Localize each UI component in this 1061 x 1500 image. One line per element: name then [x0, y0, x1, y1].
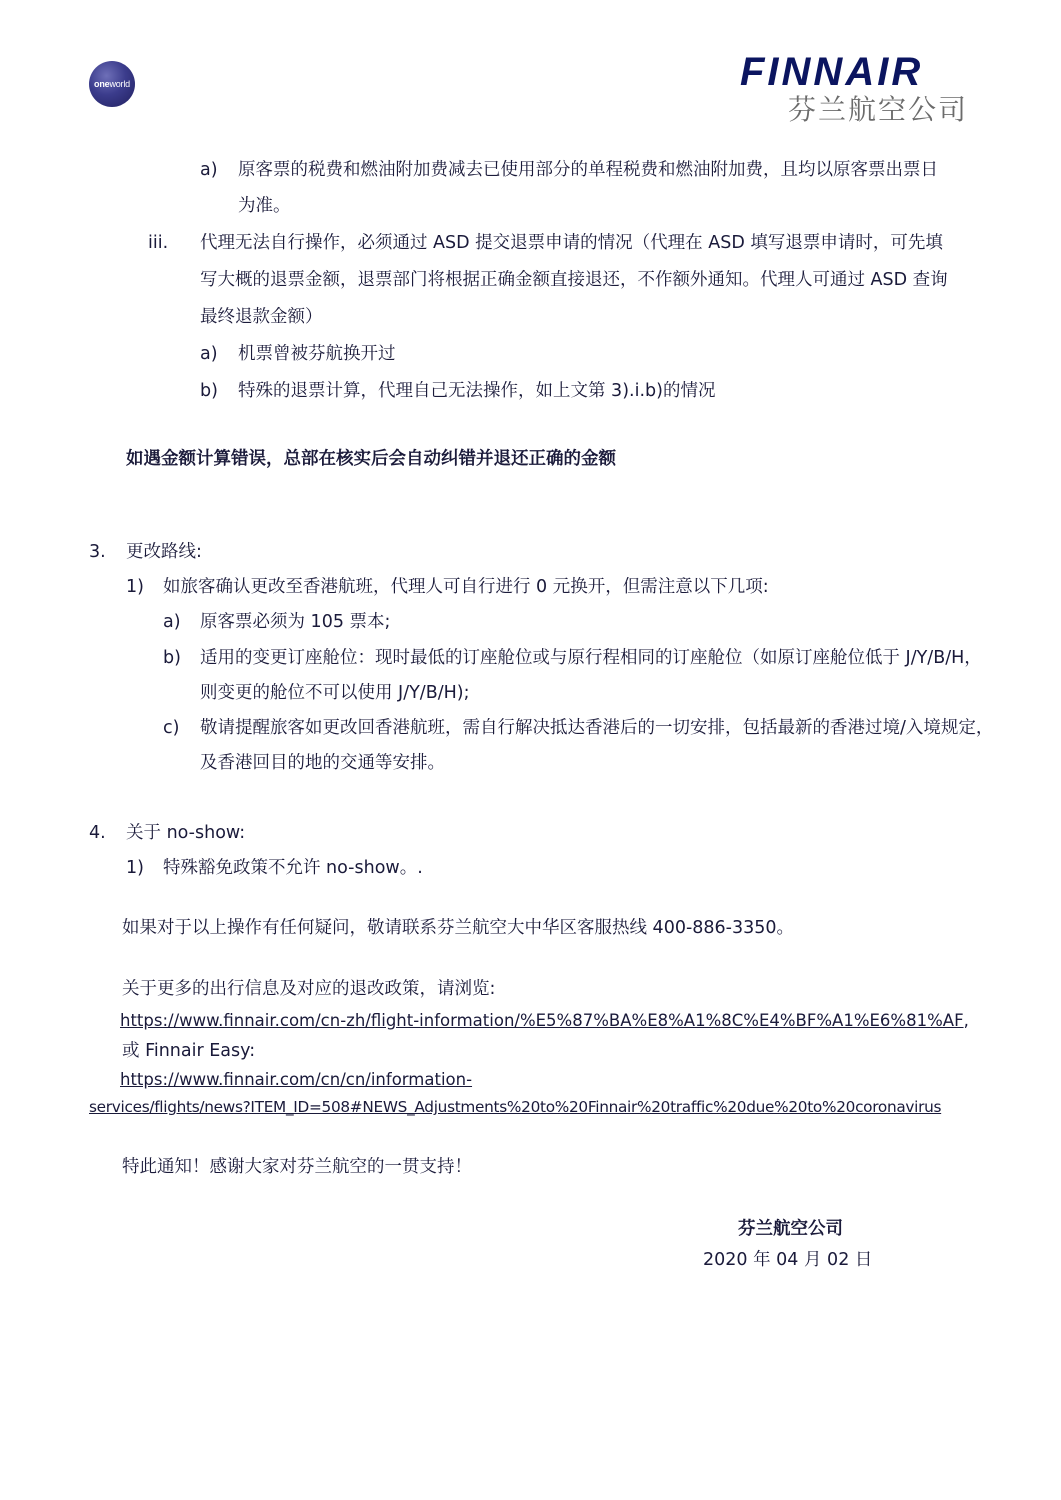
section3-item1-marker: 1) — [126, 577, 144, 597]
section4-number: 4. — [89, 823, 106, 843]
refund-iii-a-text: 机票曾被芬航换开过 — [238, 344, 396, 364]
refund-iii-line2: 写大概的退票金额，退票部门将根据正确金额直接退还，不作额外通知。代理人可通过 ASD 查询 — [200, 270, 948, 290]
refund-a-marker: a) — [200, 160, 218, 180]
refund-iii-marker: iii. — [148, 233, 169, 253]
section3-a-text: 原客票必须为 105 票本; — [200, 612, 391, 632]
contact-text: 如果对于以上操作有任何疑问，敬请联系芬兰航空大中华区客服热线 400-886-3350。 — [122, 918, 795, 938]
section3-a-marker: a) — [163, 612, 181, 632]
finnair-news-link-part2[interactable]: services/flights/news?ITEM_ID=508#NEWS_Adjustments%20to%20Finnair%20traffic%20due%20to%20coronavirus — [89, 1098, 942, 1116]
link2-row-1 — [120, 1067, 472, 1093]
refund-iii-b-text: 特殊的退票计算，代理自己无法操作，如上文第 3).i.b)的情况 — [238, 381, 716, 401]
refund-note: 如遇金额计算错误，总部在核实后会自动纠错并退还正确的金额 — [126, 449, 616, 469]
finnair-logo: FINNAIR — [740, 50, 924, 94]
more-info-intro: 关于更多的出行信息及对应的退改政策，请浏览: — [122, 979, 496, 999]
closing-text: 特此通知！感谢大家对芬兰航空的一贯支持！ — [122, 1157, 472, 1177]
refund-iii-b-marker: b) — [200, 381, 218, 401]
finnair-news-link-part1[interactable]: https://www.finnair.com/cn/cn/information- — [120, 1070, 473, 1089]
link1-row — [120, 1008, 969, 1034]
section3-title: 更改路线: — [126, 542, 202, 562]
section3-number: 3. — [89, 542, 106, 562]
section3-c-line1: 敬请提醒旅客如更改回香港航班，需自行解决抵达香港后的一切安排，包括最新的香港过境/入境规定， — [200, 718, 994, 738]
refund-iii-line3: 最终退款金额） — [200, 307, 323, 327]
link2-row-2 — [89, 1094, 941, 1120]
refund-a-line1: 原客票的税费和燃油附加费减去已使用部分的单程税费和燃油附加费，且均以原客票出票日 — [238, 160, 938, 180]
oneworld-logo-icon — [89, 61, 135, 107]
refund-a-line2: 为准。 — [238, 196, 291, 216]
signature-company: 芬兰航空公司 — [738, 1219, 843, 1239]
section4-title: 关于 no-show: — [126, 823, 246, 843]
section3-b-marker: b) — [163, 648, 181, 668]
link1-suffix: , — [963, 1011, 969, 1030]
section3-c-marker: c) — [163, 718, 180, 738]
section3-b-line2: 则变更的舱位不可以使用 J/Y/B/H); — [200, 683, 470, 703]
section4-item1-text: 特殊豁免政策不允许 no-show。. — [163, 858, 423, 878]
oneworld-logo-part1: one — [94, 79, 110, 89]
signature-date: 2020 年 04 月 02 日 — [703, 1250, 873, 1270]
section3-c-line2: 及香港回目的地的交通等安排。 — [200, 753, 445, 773]
refund-iii-line1: 代理无法自行操作，必须通过 ASD 提交退票申请的情况（代理在 ASD 填写退票申请时，可先填 — [200, 233, 943, 253]
section3-b-line1: 适用的变更订座舱位：现时最低的订座舱位或与原行程相同的订座舱位（如原订座舱位低于 J/Y/B/H， — [200, 648, 982, 668]
finnair-chinese-name: 芬兰航空公司 — [788, 93, 969, 126]
oneworld-logo-part2: world — [109, 79, 130, 89]
section3-item1-text: 如旅客确认更改至香港航班，代理人可自行进行 0 元换开，但需注意以下几项: — [163, 577, 769, 597]
finnair-info-link[interactable]: https://www.finnair.com/cn-zh/flight-information/%E5%87%BA%E8%A1%8C%E4%BF%A1%E6%81%AF — [120, 1011, 964, 1030]
refund-iii-a-marker: a) — [200, 344, 218, 364]
finnair-easy-label: 或 Finnair Easy: — [122, 1041, 256, 1061]
section4-item1-marker: 1) — [126, 858, 144, 878]
